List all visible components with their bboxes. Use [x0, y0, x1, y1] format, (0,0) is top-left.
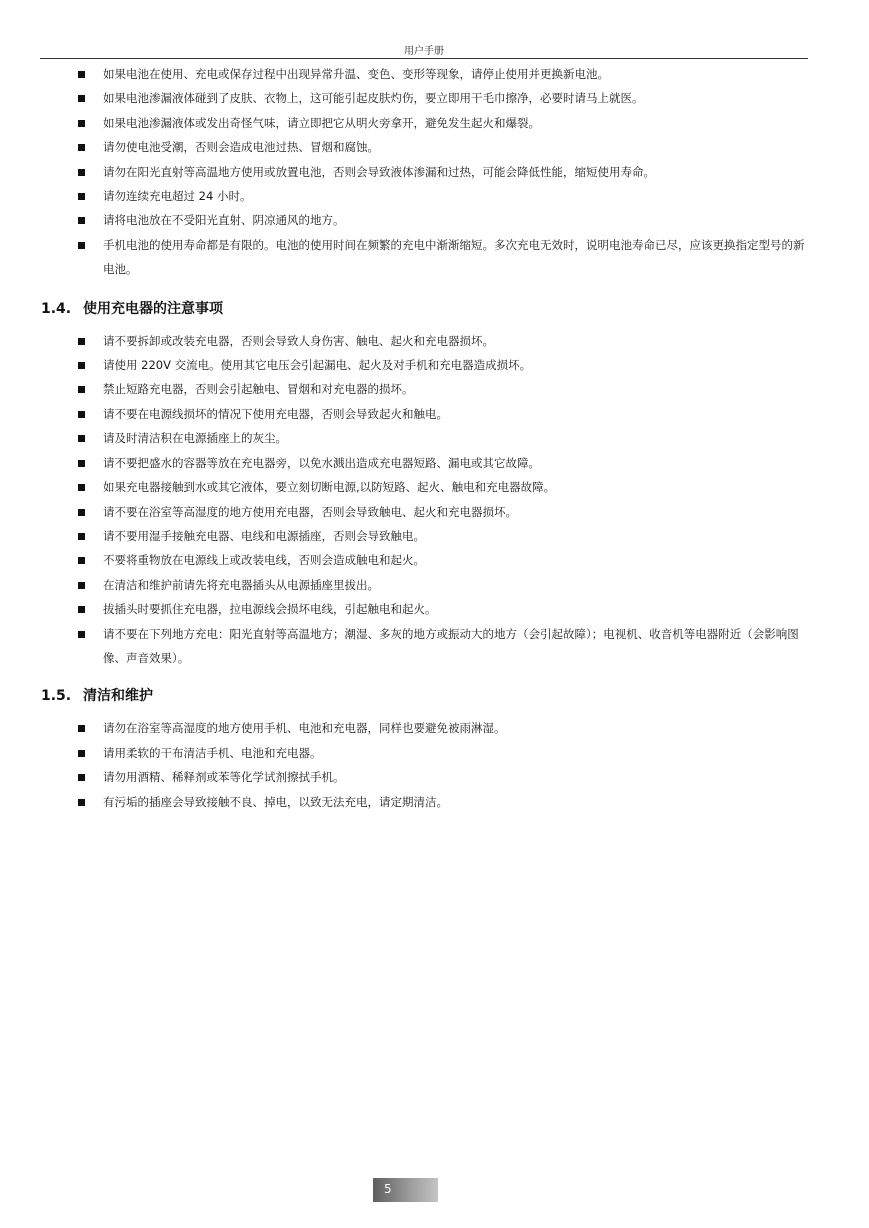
square-bullet-icon	[78, 509, 85, 516]
list-item-text: 请勿使电池受潮，否则会造成电池过热、冒烟和腐蚀。	[103, 140, 379, 155]
square-bullet-icon	[78, 71, 85, 78]
list-item-text: 如果电池渗漏液体碰到了皮肤、衣物上，这可能引起皮肤灼伤，要立即用干毛巾擦净，必要时请马上就医。	[103, 91, 644, 106]
list-item-text: 请用柔软的干布清洁手机、电池和充电器。	[103, 745, 322, 760]
list-item-text: 请勿在浴室等高湿度的地方使用手机、电池和充电器，同样也要避免被雨淋湿。	[103, 721, 506, 736]
list-item-text: 如果电池渗漏液体或发出奇怪气味，请立即把它从明火旁拿开，避免发生起火和爆裂。	[103, 115, 540, 130]
list-item-text: 请将电池放在不受阳光直射、阴凉通风的地方。	[103, 213, 345, 228]
page-content	[0, 62, 869, 814]
list-item-text: 请不要用湿手接触充电器、电线和电源插座，否则会导致触电。	[103, 528, 425, 543]
list-item-text: 在清洁和维护前请先将充电器插头从电源插座里拔出。	[103, 577, 379, 592]
list-item-text: 不要将重物放在电源线上或改装电线，否则会造成触电和起火。	[103, 553, 425, 568]
list-item-text: 请不要在电源线损坏的情况下使用充电器，否则会导致起火和触电。	[103, 406, 448, 421]
list-item-text: 请不要在下列地方充电：阳光直射等高温地方；潮湿、多灰的地方或振动大的地方（会引起故障）；电视机、收音机等电器附近（会影响图像、声音效果）。	[103, 626, 799, 665]
square-bullet-icon	[78, 774, 85, 781]
list-item	[0, 500, 869, 524]
square-bullet-icon	[78, 533, 85, 540]
list-item	[0, 111, 869, 135]
cleaning-list	[0, 716, 869, 814]
list-item	[0, 451, 869, 475]
square-bullet-icon	[78, 193, 85, 200]
list-item	[0, 597, 869, 621]
list-item	[0, 426, 869, 450]
list-item-text: 请勿连续充电超过 24 小时。	[103, 189, 252, 204]
list-item	[0, 233, 869, 282]
list-item	[0, 475, 869, 499]
list-item-text: 请使用 220V 交流电。使用其它电压会引起漏电、起火及对手机和充电器造成损坏。	[103, 358, 532, 373]
square-bullet-icon	[78, 217, 85, 224]
list-item-text: 有污垢的插座会导致接触不良、掉电，以致无法充电，请定期清洁。	[103, 794, 448, 809]
section-heading-charger	[0, 299, 869, 319]
square-bullet-icon	[78, 582, 85, 589]
list-item	[0, 86, 869, 110]
square-bullet-icon	[78, 95, 85, 102]
list-item	[0, 790, 869, 814]
square-bullet-icon	[78, 338, 85, 345]
square-bullet-icon	[78, 484, 85, 491]
square-bullet-icon	[78, 631, 85, 638]
list-item	[0, 548, 869, 572]
list-item	[0, 62, 869, 86]
list-item	[0, 524, 869, 548]
list-item	[0, 184, 869, 208]
square-bullet-icon	[78, 750, 85, 757]
list-item	[0, 135, 869, 159]
list-item	[0, 741, 869, 765]
charger-precautions-list	[0, 329, 869, 671]
section-number: 1.4.	[41, 300, 72, 317]
list-item	[0, 716, 869, 740]
square-bullet-icon	[78, 557, 85, 564]
list-item	[0, 622, 869, 671]
battery-precautions-list	[0, 62, 869, 282]
page-number: 5	[384, 1182, 392, 1196]
square-bullet-icon	[78, 725, 85, 732]
square-bullet-icon	[78, 411, 85, 418]
square-bullet-icon	[78, 144, 85, 151]
square-bullet-icon	[78, 799, 85, 806]
section-title: 清洁和维护	[83, 688, 153, 705]
list-item-text: 请及时清洁积在电源插座上的灰尘。	[103, 431, 287, 446]
list-item	[0, 160, 869, 184]
list-item	[0, 208, 869, 232]
square-bullet-icon	[78, 386, 85, 393]
list-item-text: 请不要在浴室等高湿度的地方使用充电器，否则会导致触电、起火和充电器损坏。	[103, 504, 517, 519]
list-item-text: 请勿在阳光直射等高温地方使用或放置电池，否则会导致液体渗漏和过热，可能会降低性能，缩短使用寿命。	[103, 164, 655, 179]
list-item-text: 如果电池在使用、充电或保存过程中出现异常升温、变色、变形等现象，请停止使用并更换新电池。	[103, 67, 609, 81]
square-bullet-icon	[78, 362, 85, 369]
list-item-text: 如果充电器接触到水或其它液体，要立刻切断电源,以防短路、起火、触电和充电器故障。	[103, 480, 556, 495]
section-heading-cleaning	[0, 686, 869, 706]
square-bullet-icon	[78, 242, 85, 249]
list-item-text: 禁止短路充电器，否则会引起触电、冒烟和对充电器的损坏。	[103, 382, 414, 397]
list-item	[0, 765, 869, 789]
section-number: 1.5.	[41, 688, 72, 705]
section-title: 使用充电器的注意事项	[83, 300, 223, 317]
square-bullet-icon	[78, 606, 85, 613]
list-item-text: 请不要拆卸或改装充电器，否则会导致人身伤害、触电、起火和充电器损坏。	[103, 333, 494, 348]
list-item-text: 拔插头时要抓住充电器，拉电源线会损坏电线，引起触电和起火。	[103, 602, 437, 617]
list-item-text: 手机电池的使用寿命都是有限的。电池的使用时间在频繁的充电中渐渐缩短。多次充电无效时，说明电池寿命已尽，应该更换指定型号的新电池。	[103, 237, 805, 277]
list-item	[0, 377, 869, 401]
square-bullet-icon	[78, 460, 85, 467]
list-item	[0, 402, 869, 426]
page-number-box	[373, 1178, 438, 1202]
list-item-text: 请不要把盛水的容器等放在充电器旁，以免水溅出造成充电器短路、漏电或其它故障。	[103, 455, 540, 470]
page-header	[40, 40, 808, 59]
list-item	[0, 573, 869, 597]
square-bullet-icon	[78, 435, 85, 442]
list-item-text: 请勿用酒精、稀释剂或苯等化学试剂擦拭手机。	[103, 770, 345, 785]
square-bullet-icon	[78, 120, 85, 127]
list-item	[0, 353, 869, 377]
header-title: 用户手册	[404, 46, 444, 57]
list-item	[0, 329, 869, 353]
square-bullet-icon	[78, 169, 85, 176]
